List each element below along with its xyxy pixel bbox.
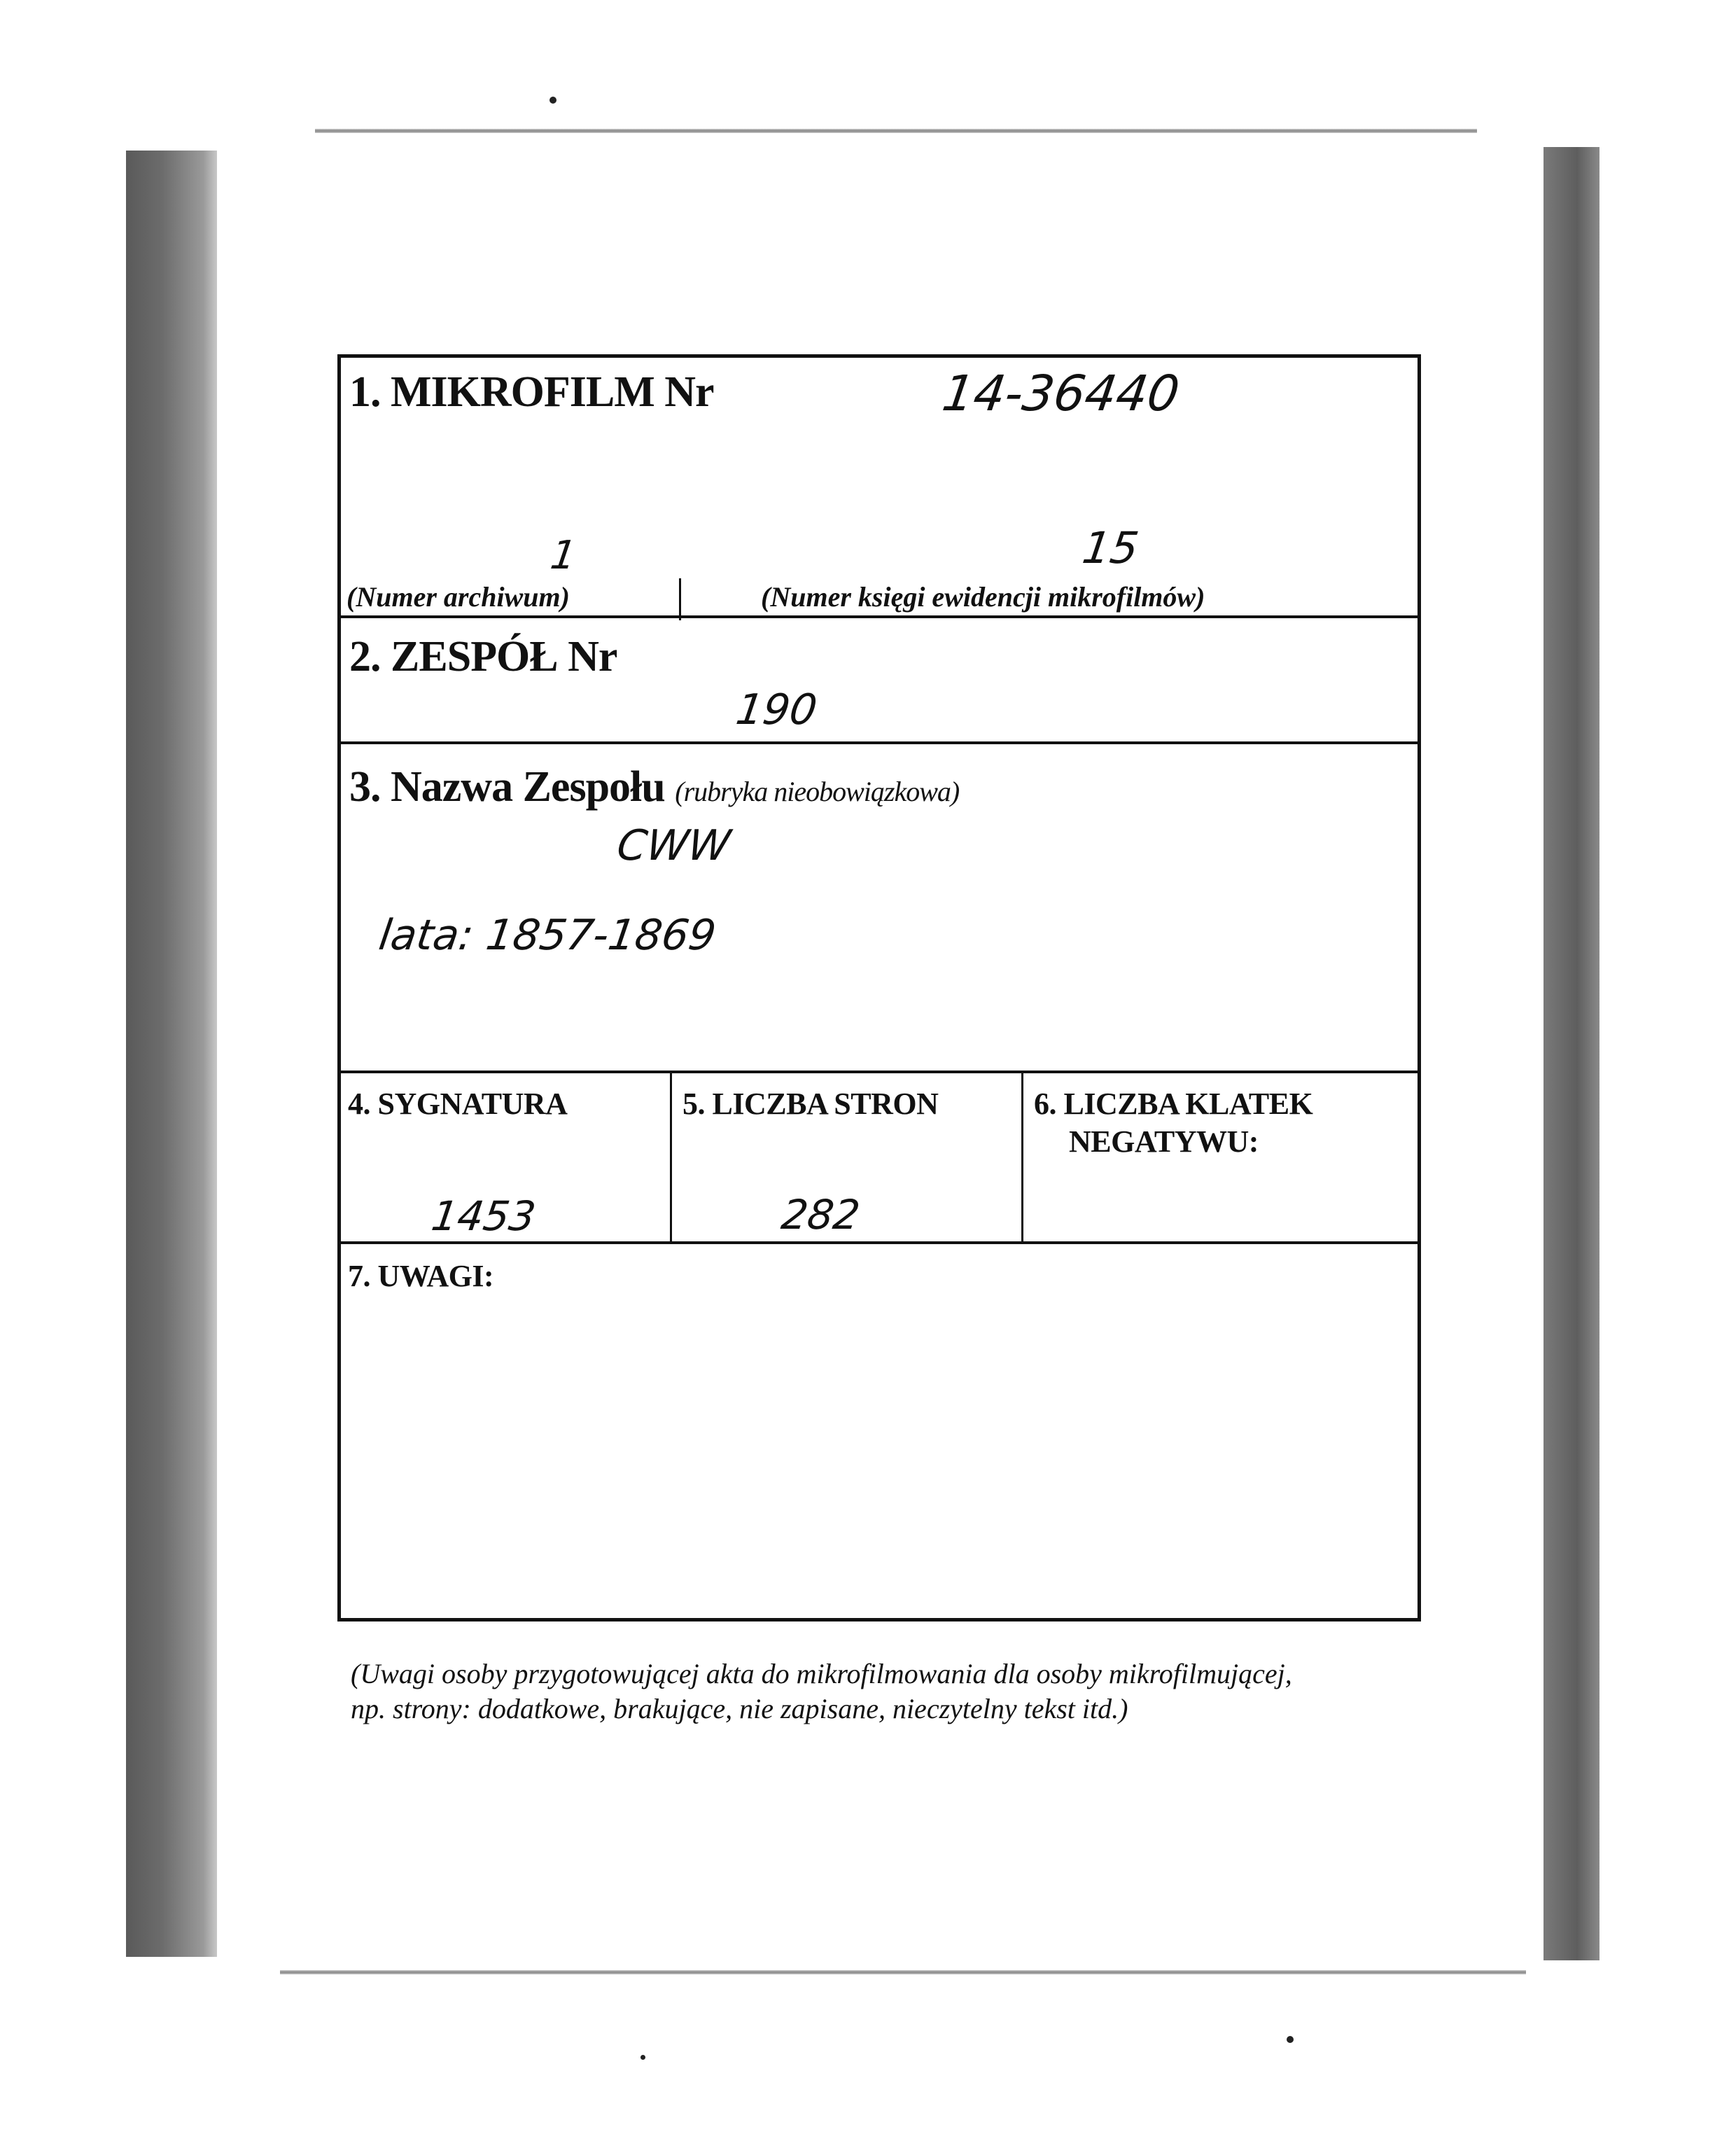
register-number-value: 15	[1079, 522, 1142, 573]
fonds-number-label: 2. ZESPÓŁ Nr	[349, 633, 617, 681]
scan-line-top	[315, 129, 1477, 133]
negative-frames-label-line1: 6. LICZBA KLATEK	[1034, 1087, 1313, 1121]
section-remarks	[341, 1244, 1418, 1724]
page-count-label: 5. LICZBA STRON	[682, 1087, 939, 1121]
archive-number-value: 1	[547, 533, 580, 578]
remarks-note-line2: np. strony: dodatkowe, brakujące, nie zapisane, nieczytelny tekst itd.)	[351, 1693, 1128, 1724]
fonds-name-optional-note: (rubryka nieobowiązkowa)	[675, 776, 960, 807]
register-number-label: (Numer księgi ewidencji mikrofilmów)	[761, 581, 1205, 613]
fonds-name-label: 3. Nazwa Zespołu	[349, 763, 665, 811]
divider	[670, 1073, 672, 1241]
scan-line-bottom	[280, 1970, 1526, 1974]
microfilm-number-label: 1. MIKROFILM Nr	[349, 368, 714, 416]
page-count-value: 282	[778, 1191, 863, 1239]
signature-label: 4. SYGNATURA	[348, 1087, 568, 1121]
scan-edge-left	[126, 151, 217, 1957]
scan-speck	[1287, 2036, 1294, 2043]
section-fonds-number	[341, 618, 1418, 744]
fonds-number-value: 190	[733, 685, 820, 734]
divider	[679, 578, 681, 620]
remarks-label: 7. UWAGI:	[348, 1259, 494, 1293]
microfilm-record-form	[337, 354, 1421, 1724]
signature-value: 1453	[428, 1192, 539, 1240]
fonds-years-value: lata: 1857-1869	[376, 911, 719, 960]
scan-speck	[640, 2055, 645, 2060]
scan-speck	[550, 97, 556, 104]
fonds-name-value: CWW	[614, 821, 734, 870]
remarks-note-line1: (Uwagi osoby przygotowującej akta do mikrofilmowania dla osoby mikrofilmującej,	[351, 1658, 1292, 1689]
section-signature-pages-frames	[341, 1073, 1418, 1244]
section-microfilm-number	[341, 358, 1418, 618]
archive-number-label: (Numer archiwum)	[346, 581, 570, 613]
scan-edge-right	[1544, 147, 1600, 1960]
negative-frames-label-line2: NEGATYWU:	[1069, 1124, 1259, 1159]
section-fonds-name	[341, 744, 1418, 1073]
microfilm-number-value: 14-36440	[939, 365, 1183, 422]
divider	[1021, 1073, 1023, 1241]
